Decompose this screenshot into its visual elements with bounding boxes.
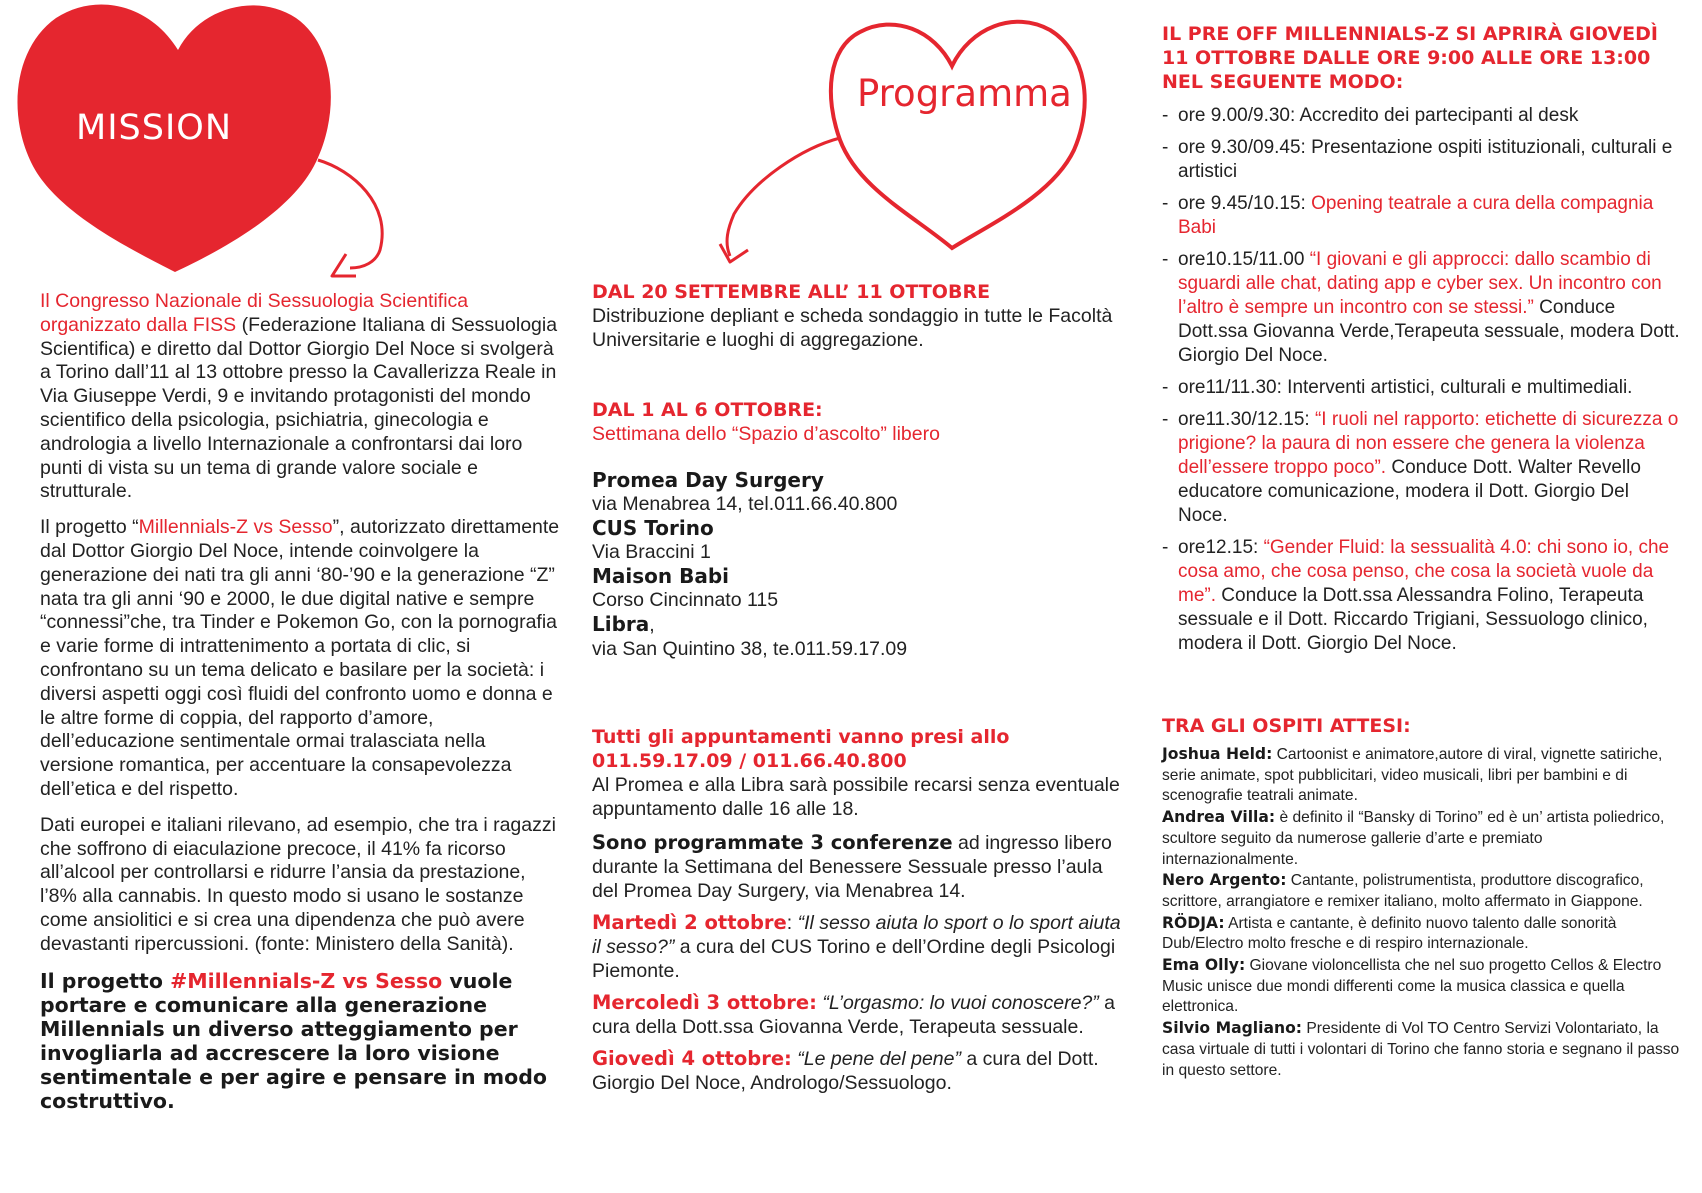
schedule-dash: -	[1162, 377, 1169, 398]
mission-heart-label: MISSION	[76, 108, 233, 148]
conferences-count: Sono programmate 3 conferenze	[592, 831, 953, 854]
schedule-time: ore 9.30/09.45:	[1178, 137, 1306, 158]
conference-item	[592, 1047, 1132, 1095]
guest-name: Silvio Magliano:	[1162, 1019, 1303, 1038]
schedule-text: Conduce la Dott.ssa Alessandra Folino, Terapeuta sessuale e il Dott. Riccardo Trigiani, Sessuologo clinico, modera il Dott. Giorgio Del Noce.	[1178, 585, 1648, 654]
schedule-text: Accredito dei partecipanti al desk	[1295, 105, 1579, 126]
guests-head: TRA GLI OSPITI ATTESI:	[1162, 715, 1411, 737]
conference-day: Mercoledì 3 ottobre:	[592, 991, 817, 1014]
section-head-september: DAL 20 SETTEMBRE ALL’ 11 OTTOBRE	[592, 281, 991, 303]
venue-item	[592, 612, 1132, 661]
guest-item	[1162, 744, 1682, 807]
conference-detail: a cura del CUS Torino e dell’Ordine degli Psicologi Piemonte.	[592, 936, 1116, 982]
venue-item	[592, 468, 1132, 516]
mission-paragraph-3: Dati europei e italiani rilevano, ad esempio, che tra i ragazzi che soffrono di eiaculazione precoce, il 41% fa ricorso all’alcool per controllarsi e ridurre l’ansia da prestazione, l’8% alla cannabis. In questo modo si usano le sostanze come ansiolitici e si crea una dipendenza che può avere devastanti ripercussioni. (fonte: Ministero della Sanità).	[40, 813, 556, 955]
schedule-item	[1162, 248, 1682, 368]
guest-description: Giovane violoncellista che nel suo progetto Cellos & Electro Music unisce due mondi differenti come la musica classica e quella elettronica.	[1162, 957, 1662, 1016]
venue-name: Promea Day Surgery	[592, 468, 824, 492]
closing-text-b: vuole portare e comunicare alla generazione Millennials un diverso atteggiamento per invogliarla ad accrescere la loro visione sentimentale e per agire e pensare in modo costruttivo.	[40, 968, 547, 1113]
fiss-intro-red: Il Congresso Nazionale di Sessuologia Scientifica organizzato dalla FISS	[40, 290, 469, 336]
schedule-highlight: “I giovani e gli approcci: dallo scambio di sguardi alle chat, dating app e cyber sex. Un incontro con l’altro è sempre un incontro con se stessi.”	[1178, 249, 1662, 318]
guest-description: Presidente di Vol TO Centro Servizi Volontariato, la casa virtuale di tutti i volontari di Torino che fanno storia e segnano il passo in questo settore.	[1162, 1020, 1680, 1079]
schedule-dash: -	[1162, 105, 1169, 126]
project-text-b: ”, autorizzato direttamente dal Dottor Giorgio Del Noce, intende coinvolgere la generazione dei nati tra gli anni ‘80-’90 e la generazione “Z” nata tra gli anni ‘90 e 2000, le due digital native e sempre “connessi”che, tra Tinder e Pokemon Go, con la pornografia e varie forme di intrattenimento a portata di clic, si confrontano su un tema delicato e basilare per la società: i diversi aspetti oggi così fluidi del confronto uomo e donna e le altre forme di coppia, del rapporto d’amore, dell’educazione sentimentale ormai tralasciata nella versione romantica, per accentuare la consapevolezza dell’etica e del rispetto.	[40, 516, 560, 800]
guests-list	[1162, 744, 1682, 1081]
guest-item	[1162, 870, 1682, 912]
guest-description: Cantante, polistrumentista, produttore discografico, scrittore, arrangiatore e remixer italiano, molto affermato in Giappone.	[1162, 872, 1644, 910]
preoff-intro: IL PRE OFF MILLENNIALS-Z SI APRIRÀ GIOVEDÌ 11 OTTOBRE DALLE ORE 9:00 ALLE ORE 13:00 NEL SEGUENTE MODO:	[1162, 23, 1658, 93]
guest-item	[1162, 807, 1682, 870]
conferences-intro-text: ad ingresso libero durante la Settimana del Benessere Sessuale presso l’aula del Promea Day Surgery, via Menabrea 14.	[592, 832, 1112, 902]
schedule-highlight: Opening teatrale a cura della compagnia Babi	[1178, 193, 1654, 238]
schedule-highlight: “Gender Fluid: la sessualità 4.0: chi sono io, che cosa amo, che cosa penso, che cosa la società vuole da me”.	[1178, 537, 1670, 606]
venue-address: via Menabrea 14, tel.011.66.40.800	[592, 493, 898, 515]
mission-paragraph-2	[40, 516, 560, 802]
schedule-time: ore 9.00/9.30:	[1178, 105, 1296, 126]
schedule-item	[1162, 408, 1682, 528]
schedule-dash: -	[1162, 249, 1169, 270]
venue-item	[592, 564, 1132, 612]
conference-day: Martedì 2 ottobre	[592, 911, 787, 934]
schedule-dash: -	[1162, 409, 1169, 430]
conference-title: “Il sesso aiuta lo sport o lo sport aiuta il sesso?”	[592, 912, 1121, 958]
guest-description: Artista e cantante, è definito nuovo talento dalle sonorità Dub/Electro molto fresche e di respiro internazionale.	[1162, 914, 1617, 953]
mission-closing-statement	[40, 969, 560, 1113]
guest-name: Andrea Villa:	[1162, 808, 1276, 827]
schedule-text: Conduce Dott.ssa Giovanna Verde,Terapeuta sessuale, modera Dott. Giorgio Del Noce.	[1178, 297, 1680, 366]
mission-heart-icon	[0, 0, 400, 300]
schedule-item	[1162, 192, 1682, 240]
schedule-time: ore11.30/12.15:	[1178, 409, 1310, 430]
appointments-head: Tutti gli appuntamenti vanno presi allo 011.59.17.09 / 011.66.40.800	[592, 726, 1010, 772]
schedule-item	[1162, 136, 1682, 184]
schedule-list	[1162, 104, 1682, 656]
section-body-september: Distribuzione depliant e scheda sondaggio in tutte le Facoltà Universitarie e luoghi di aggregazione.	[592, 305, 1113, 351]
guest-name: Ema Olly:	[1162, 956, 1246, 975]
venue-item	[592, 516, 1132, 564]
fiss-intro-text: (Federazione Italiana di Sessuologia Scientifica) e diretto dal Dottor Giorgio Del Noce si svolgerà a Torino dall’11 al 13 ottobre presso la Cavallerizza Reale in Via Giuseppe Verdi, 9 e invitando protagonisti del mondo scientifico della psicologia, psichiatria, ginecologia e andrologia a livello Internazionale a confrontarsi dai loro punti di vista su un tema di grande valore sociale e strutturale.	[40, 313, 558, 503]
guest-name: RÖDJA:	[1162, 913, 1225, 932]
schedule-text: Presentazione ospiti istituzionali, culturali e artistici	[1178, 137, 1673, 182]
guest-name: Nero Argento:	[1162, 871, 1287, 890]
closing-hashtag-red: #Millennials-Z vs Sesso	[170, 968, 443, 993]
schedule-text: Interventi artistici, culturali e multimediali.	[1281, 377, 1633, 398]
venue-name: Libra	[592, 612, 650, 636]
guest-description: è definito il “Bansky di Torino” ed è un’ artista poliedrico, scultore seguito da numerose gallerie d’arte e premiato internazionalmente.	[1162, 809, 1665, 868]
closing-text-a: Il progetto	[40, 968, 171, 993]
conference-item	[592, 991, 1132, 1039]
programma-heart-icon	[690, 0, 1110, 300]
venue-address: Corso Cincinnato 115	[592, 589, 779, 611]
schedule-item	[1162, 536, 1682, 656]
schedule-item	[1162, 104, 1682, 128]
conference-title: “Le pene del pene”	[797, 1048, 961, 1070]
schedule-item	[1162, 376, 1682, 400]
appointments-body: Al Promea e alla Libra sarà possibile recarsi senza eventuale appuntamento dalle 16 alle 18.	[592, 774, 1120, 820]
schedule-highlight: “I ruoli nel rapporto: etichette di sicurezza o prigione? la paura di non essere che genera la violenza dell’essere troppo poco”.	[1178, 409, 1679, 478]
guest-item	[1162, 955, 1682, 1018]
schedule-dash: -	[1162, 537, 1169, 558]
listening-week-subtitle: Settimana dello “Spazio d’ascolto” libero	[592, 423, 940, 445]
conference-item	[592, 911, 1132, 983]
schedule-time: ore 9.45/10.15:	[1178, 193, 1306, 214]
preoff-column	[1162, 22, 1682, 1081]
schedule-dash: -	[1162, 193, 1169, 214]
conference-day: Giovedì 4 ottobre:	[592, 1047, 792, 1070]
programma-heart-label: Programma	[857, 72, 1072, 115]
schedule-text: Conduce Dott. Walter Revello educatore comunicazione, modera il Dott. Giorgio Del Noce.	[1178, 457, 1641, 526]
project-name-red: Millennials-Z vs Sesso	[138, 516, 333, 539]
guest-item	[1162, 1018, 1682, 1081]
schedule-dash: -	[1162, 137, 1169, 158]
conference-sep: :	[786, 912, 798, 934]
conferences-intro	[592, 831, 1132, 903]
venue-address: Via Braccini 1	[592, 541, 711, 563]
schedule-time: ore10.15/11.00	[1178, 249, 1305, 270]
guest-description: Cartoonist e animatore,autore di viral, vignette satiriche, serie animate, spot pubblicitari, video musicali, libri per bambini e di scenografie teatrali animate.	[1162, 746, 1663, 805]
schedule-time: ore12.15:	[1178, 537, 1259, 558]
programma-column	[592, 280, 1132, 1095]
conference-title: “L’orgasmo: lo vuoi conoscere?”	[822, 992, 1099, 1014]
venue-address: via San Quintino 38, te.011.59.17.09	[592, 638, 908, 660]
mission-column	[40, 290, 560, 1113]
venues-list	[592, 468, 1132, 661]
section-head-october: DAL 1 AL 6 OTTOBRE:	[592, 399, 823, 421]
venue-name: CUS Torino	[592, 516, 714, 540]
guest-item	[1162, 913, 1682, 955]
guest-name: Joshua Held:	[1162, 745, 1273, 763]
project-text-a: Il progetto “	[40, 516, 139, 539]
venue-name-suffix: ,	[649, 614, 655, 636]
mission-paragraph-1	[40, 290, 560, 504]
conference-detail: a cura del Dott. Giorgio Del Noce, Andrologo/Sessuologo.	[592, 1048, 1099, 1094]
conference-detail: a cura della Dott.ssa Giovanna Verde, Terapeuta sessuale.	[592, 992, 1116, 1038]
venue-name: Maison Babi	[592, 564, 730, 588]
schedule-time: ore11/11.30:	[1178, 377, 1282, 398]
